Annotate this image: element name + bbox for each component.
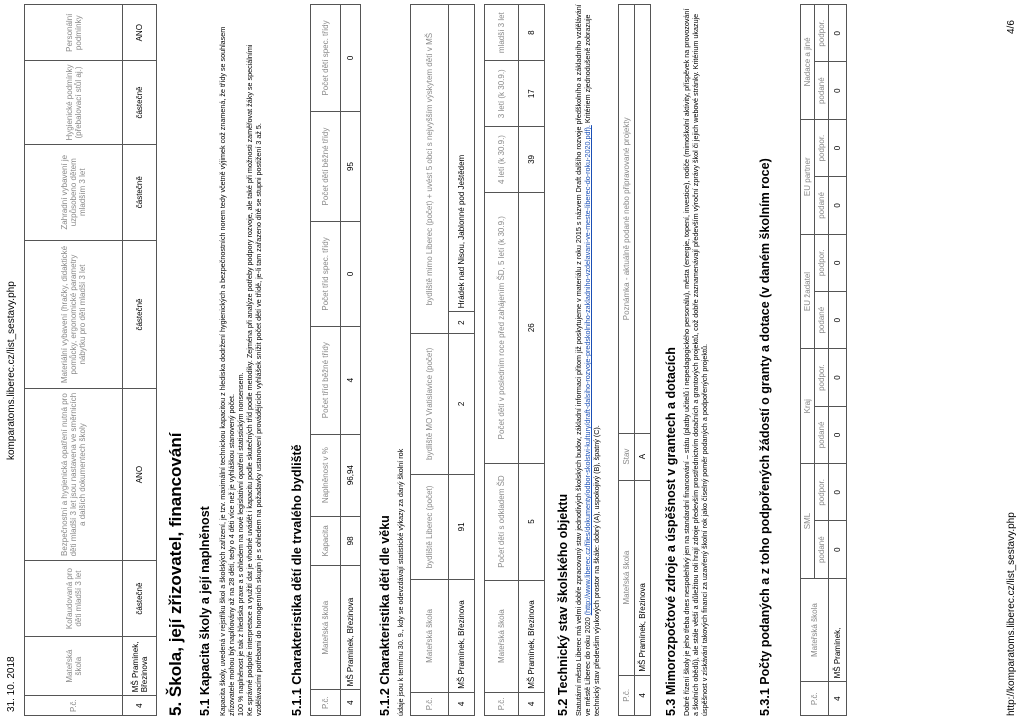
th-school: Mateřská škola [311, 566, 341, 690]
cell-eu-partner-supported: 0 [829, 119, 847, 176]
th-pc: P.č. [411, 692, 449, 715]
cell-under-3: 8 [519, 5, 545, 61]
th-submitted: podané [815, 406, 829, 463]
cell-outside-count: 2 [449, 312, 475, 334]
residence-table [410, 4, 475, 716]
th-supported: podpor. [815, 119, 829, 176]
cell-pc: 4 [829, 682, 847, 716]
cell-outside-towns: Hrádek nad Nisou, Jablonné pod Ještědem [449, 5, 475, 312]
cell-safety: ANO [123, 389, 157, 561]
th-capacity: Kapacita [311, 516, 341, 566]
cell-occupancy: 96,94 [341, 434, 361, 516]
th-classes-special: Počet tříd spec. třídy [311, 222, 341, 327]
th-foundations: Nadace a jiné [801, 5, 815, 120]
cell-foundations-supported: 0 [829, 5, 847, 62]
cell-pc: 4 [635, 675, 651, 715]
section-5-3-title: 5.3 Mimorozpočtové zdroje a úspěšnost v grantech a dotacích [664, 347, 678, 716]
th-supported: podpor. [815, 234, 829, 291]
footer-url: http://komparatoms.liberec.cz/list_sestavy.php [1006, 512, 1017, 716]
th-submitted: podané [815, 62, 829, 119]
cell-pc: 4 [341, 690, 361, 716]
th-equipment: Materiální vybavení (hračky, didaktické pomůcky, ergonomické parametry nábytku pro děti mladší 3 let [25, 240, 123, 388]
th-note: Poznámka - aktuálně podané nebo připravované projekty [619, 5, 635, 434]
th-submitted: podané [815, 177, 829, 234]
paragraph: Kapacita školy, uvedená v rejstříku škol a školských zařízení, je tzv. maximální technickou kapacitou z hlediska dodržení hygienických a bezpečnostních norem tedy včetně výjimek což znamená, že třídy se souhlasem zřizovatele mohou být naplňovány až na 28 dětí, tedy o 4 děti více než je vyhláškou stanovený počet. [218, 26, 236, 716]
th-3-years: 3 letí (k 30.9.) [485, 61, 519, 127]
cell-sml-supported: 0 [829, 464, 847, 521]
th-pc: P.č. [25, 696, 123, 716]
th-eu-applicant: EU žadatel [801, 234, 815, 349]
th-approved: Koľaudovaná pro děti mladší 3 let [25, 561, 123, 637]
th-region: Kraj [801, 349, 815, 464]
th-school: Mateřská škola [485, 580, 519, 692]
th-school: Mateřská škola [801, 578, 829, 682]
cell-equipment: částečně [123, 240, 157, 388]
section-5-1-2-title: 5.1.2 Charakteristika dětí dle věku [378, 515, 392, 716]
cell-school: MŠ Pramínek, Březinova [635, 480, 651, 675]
cell-note [635, 5, 651, 434]
age-table [484, 4, 545, 716]
paragraph: Kritériem zjednodušeně zobrazuje technický stav předevšim výukových prostor na škále: dobrý (A), uspokojivý (B), špatný (C). [583, 14, 601, 716]
cell-liberec: 91 [449, 474, 475, 580]
th-deferred: Počet dětí s odkladem ŠD [485, 463, 519, 580]
th-pc: P.č. [619, 675, 635, 715]
draft-pdf-link[interactable]: (http://www.liberec.cz/files/dokumenty/odbor-skolstvi-kultury/draft-dalsiho-rozvoje-predskolniho-zakladniho-vzdelavani-ve-meste-liberec-do-roku-2020.pdf). [583, 125, 592, 616]
th-submitted: podané [815, 521, 829, 578]
cell-school: MŠ Pramínek, Březinova [449, 580, 475, 692]
cell-eu-applicant-submitted: 0 [829, 291, 847, 348]
age-note: údaje jsou k termínu 30. 9., kdy se odevzdávají statistické výkazy za daný školní rok [396, 448, 405, 716]
th-staff: Personální podmínky [25, 5, 123, 61]
paragraph: Statutární město Liberec má velmi dobře zpracovaný stav jednotlivých školských budov, základní informaci přitom již poskytujeme v materiálu z roku 2015 s názvem Draft dalšího rozvoje předškolního a základního vzdělávání ve městě Liberec do roku 2020 [574, 4, 592, 716]
section-5-1-text [218, 4, 263, 716]
cell-school: MŠ Pramínek, Březinova [123, 637, 157, 696]
cell-pc: 4 [449, 692, 475, 715]
th-supported: podpor. [815, 349, 829, 406]
th-state: Stav [619, 433, 635, 480]
cell-region-submitted: 0 [829, 406, 847, 463]
th-vratislavice: bydliště MO Vratislavice (počet) [411, 334, 449, 474]
cell-eu-partner-submitted: 0 [829, 177, 847, 234]
section-5-2-text [574, 4, 601, 716]
cell-sml-submitted: 0 [829, 521, 847, 578]
th-school: Mateřská škola [25, 637, 123, 696]
cell-3-years: 17 [519, 61, 545, 127]
th-pc: P.č. [485, 692, 519, 715]
cell-foundations-submitted: 0 [829, 62, 847, 119]
th-outside: bydliště mimo Liberec (počet) + uvést 5 obcí s nejvyšším výskytem dětí v MŠ [411, 5, 449, 334]
th-under-3: mladší 3 let [485, 5, 519, 61]
cell-region-supported: 0 [829, 349, 847, 406]
cell-classes-regular: 4 [341, 326, 361, 434]
cell-capacity: 98 [341, 516, 361, 566]
th-hygiene: Hygienické podmínky (přebalovací stůl aj.) [25, 61, 123, 144]
th-sml: SML [801, 464, 815, 579]
section-5-3-1-title: 5.3.1 Počty podaných a z toho podpořených žádostí o granty a dotace (v daném školním roce) [758, 158, 772, 716]
cell-hygiene: částečně [123, 61, 157, 144]
section-5-title: 5. Škola, její zřizovatel, financování [166, 432, 185, 716]
th-liberec: bydliště Liberec (počet) [411, 474, 449, 580]
th-5-years: Počet dětí v posledním roce před zahájením ŠD, 5 letí (k 30.9.) [485, 192, 519, 463]
cell-5-years: 26 [519, 192, 545, 463]
th-safety: Bezpečnostní a hygienická opatření nutná pro děti mladší 3 let jsou nastavena ve směrnicích a dalších dokumentech školy [25, 389, 123, 561]
capacity-table [310, 4, 361, 716]
cell-staff: ANO [123, 5, 157, 61]
cell-school: MŠ Pramínek, Březinova [519, 580, 545, 692]
th-garden: Zahradní vybavení je uzpůsobeno dětem mladším 3 let [25, 144, 123, 240]
cell-deferred: 5 [519, 463, 545, 580]
th-occupancy: Naplněnost v % [311, 434, 341, 516]
cell-state: A [635, 433, 651, 480]
th-pc: P.č. [311, 690, 341, 716]
cell-4-years: 39 [519, 127, 545, 193]
section-5-1-title: 5.1 Kapacita školy a její naplněnost [198, 506, 212, 716]
th-supported: podpor. [815, 5, 829, 62]
cell-children-regular: 95 [341, 111, 361, 221]
section-5-1-1-title: 5.1.1 Charakteristika dětí dle trvalého bydliště [290, 444, 304, 716]
section-5-3-text: Dobré řízení školy je jeho třeba dnes nespolehlivý jen na standardní financování – státu (platby učitelů i nepedagogického personálu), města (energie, topení, investice), rodiče (mimoškolní aktivity, příspěvek na provozování a školních obědů), ale stále větší a důležitou roli hrají zdroje především prostřednictvím dotačních a grantových projektů, což dobře zaznamenávají především výroční zprávy škol či jejich webové stránky. Kritérium ukazuje úspěšnost v získávání takových financí za uzavřený školní rok jako číselný poměr podaných a podpořených projektů. [682, 8, 709, 716]
page-number: 4/6 [1006, 20, 1017, 34]
cell-pc: 4 [519, 692, 545, 715]
school-readiness-table [24, 4, 157, 716]
th-children-regular: Počet dětí běžné třídy [311, 111, 341, 221]
print-date: 31. 10. 2018 [6, 656, 17, 712]
cell-garden: částečně [123, 144, 157, 240]
th-supported: podpor. [815, 464, 829, 521]
th-submitted: podané [815, 291, 829, 348]
th-school: Mateřská škola [619, 480, 635, 675]
th-children-special: Počet dětí spec. třídy [311, 5, 341, 112]
cell-vratislavice: 2 [449, 334, 475, 474]
cell-classes-special: 0 [341, 222, 361, 327]
cell-school: MŠ Pramínek, Březinova [341, 566, 361, 690]
section-5-2-title: 5.2 Technický stav školského objektu [556, 493, 570, 716]
cell-eu-applicant-supported: 0 [829, 234, 847, 291]
cell-pc: 4 [123, 696, 157, 716]
cell-school: MŠ Pramínek, [829, 578, 847, 682]
cell-children-special: 0 [341, 5, 361, 112]
technical-state-table [618, 4, 651, 716]
cell-approved: částečně [123, 561, 157, 637]
header-site: komparatoms.liberec.cz/list_sestavy.php [6, 281, 17, 460]
grants-table [800, 4, 847, 716]
paragraph: 100 % naplněnost je tak z hlediska praxe a s ohledem na nové legislativní opatření statistickým nonsensem. [236, 372, 245, 716]
th-school: Mateřská škola [411, 580, 449, 692]
th-pc: P.č. [801, 682, 829, 716]
th-4-years: 4 letí (k 30.9.) [485, 127, 519, 193]
paragraph: Ke správné podpoře interpretace a využití dat je vhodné uvádět i kapacitu podle skutečných tříd podle metodiky. Zejména při analýze potřeby podpory rozvoje, ale také při možnosti zaměřovat žáky se speciálními vzdělávacími potřebami do homogenních skupin je s ohledem na požadavky ustanovení provádějících vyhlášek snížit počet dětí ve třídě, je-li tam zařazeno dítě se stupni postižení 3 až 5. [245, 44, 263, 716]
th-eu-partner: EU partner [801, 119, 815, 234]
th-classes-regular: Počet tříd běžné třídy [311, 326, 341, 434]
